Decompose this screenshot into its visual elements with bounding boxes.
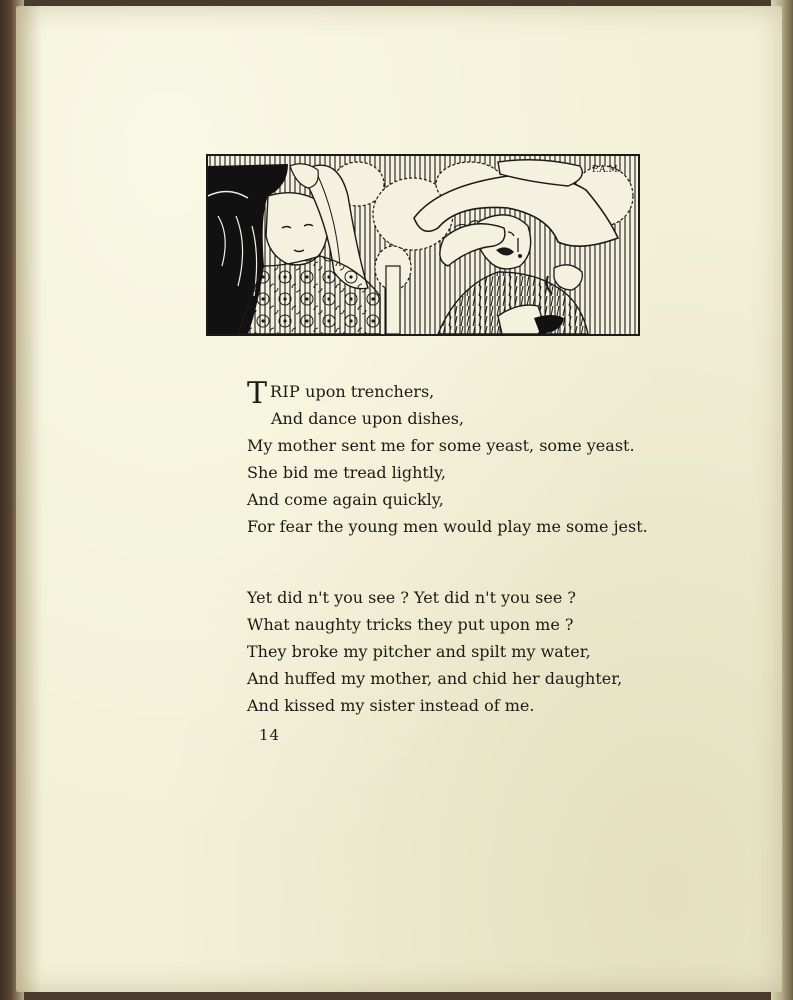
poem-line: And kissed my sister instead of me. [247, 696, 535, 715]
poem-line: My mother sent me for some yeast, some yeast. [247, 436, 635, 455]
poem-line: They broke my pitcher and spilt my water, [247, 642, 591, 661]
stanza-break [247, 540, 667, 584]
poem-line: And dance upon dishes, [271, 409, 464, 428]
header-illustration [206, 154, 640, 336]
drop-cap-letter: T [247, 376, 268, 411]
poem-line: And come again quickly, [247, 490, 444, 509]
page-gutter-shadow [16, 6, 42, 992]
poem-line: She bid me tread lightly, [247, 463, 446, 482]
drop-cap-continuation: RIP [270, 382, 301, 401]
poem-line [247, 376, 667, 411]
poem-line: And huffed my mother, and chid her daughter, [247, 669, 623, 688]
page-number: 14 [259, 726, 281, 744]
poem-line: What naughty tricks they put upon me ? [247, 615, 574, 634]
illustration-two-girls-icon [208, 156, 638, 334]
poem-line: Yet did n't you see ? Yet did n't you see ? [247, 588, 576, 607]
poem-text [247, 378, 667, 719]
artist-monogram: P.A.M. [592, 165, 621, 175]
first-line-text: upon trenchers, [300, 382, 435, 401]
poem-line: For fear the young men would play me some jest. [247, 517, 648, 536]
